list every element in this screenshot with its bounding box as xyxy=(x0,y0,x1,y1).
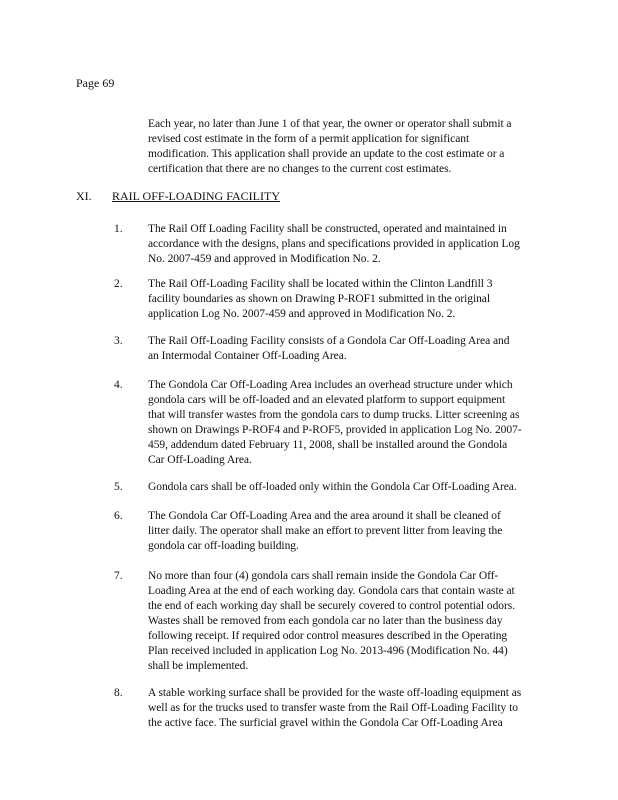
text-line: Plan received included in application Log No. 2013-496 (Modification No. 44) xyxy=(148,645,508,657)
text-line: The Gondola Car Off-Loading Area includes an overhead structure under which xyxy=(148,379,513,391)
item-text xyxy=(148,509,558,554)
text-line: facility boundaries as shown on Drawing P-ROF1 submitted in the original xyxy=(148,293,490,305)
section-number: XI. xyxy=(76,189,92,203)
text-line: the active face. The surficial gravel within the Gondola Car Off-Loading Area xyxy=(148,717,503,729)
text-line: shown on Drawings P-ROF4 and P-ROF5, provided in application Log No. 2007- xyxy=(148,424,522,436)
text-line: Gondola cars shall be off-loaded only within the Gondola Car Off-Loading Area. xyxy=(148,481,517,493)
text-line: application Log No. 2007-459 and approved in Modification No. 2. xyxy=(148,308,456,320)
item-number: 7. xyxy=(114,570,123,582)
section-title: RAIL OFF-LOADING FACILITY xyxy=(112,189,280,203)
text-line: gondola cars will be off-loaded and an elevated platform to support equipment xyxy=(148,394,506,406)
item-number: 1. xyxy=(114,223,123,235)
text-line: the end of each working day shall be securely covered to control potential odors. xyxy=(148,600,516,612)
item-number: 8. xyxy=(114,687,123,699)
item-number: 3. xyxy=(114,335,123,347)
text-line: The Rail Off-Loading Facility consists of a Gondola Car Off-Loading Area and xyxy=(148,335,510,347)
text-line: Wastes shall be removed from each gondola car no later than the business day xyxy=(148,615,503,627)
text-line: revised cost estimate in the form of a permit application for significant xyxy=(148,133,470,145)
text-line: that will transfer wastes from the gondola cars to dump trucks. Litter screening as xyxy=(148,409,520,421)
text-line: The Rail Off-Loading Facility shall be located within the Clinton Landfill 3 xyxy=(148,278,493,290)
section-heading xyxy=(76,189,376,205)
item-text xyxy=(148,334,558,364)
item-number: 6. xyxy=(114,510,123,522)
text-line: gondola car off-loading building. xyxy=(148,540,299,552)
item-text xyxy=(148,686,558,731)
text-line: The Rail Off Loading Facility shall be constructed, operated and maintained in xyxy=(148,223,507,235)
item-text xyxy=(148,480,558,495)
text-line: Loading Area at the end of each working day. Gondola cars that contain waste at xyxy=(148,585,515,597)
text-line: following receipt. If required odor control measures described in the Operating xyxy=(148,630,508,642)
text-line: The Gondola Car Off-Loading Area and the area around it shall be cleaned of xyxy=(148,510,501,522)
item-number: 4. xyxy=(114,379,123,391)
text-line: litter daily. The operator shall make an effort to prevent litter from leaving the xyxy=(148,525,503,537)
text-line: A stable working surface shall be provided for the waste off-loading equipment as xyxy=(148,687,522,699)
item-number: 5. xyxy=(114,481,123,493)
text-line: accordance with the designs, plans and specifications provided in application Log xyxy=(148,238,520,250)
item-text xyxy=(148,569,558,674)
text-line: an Intermodal Container Off-Loading Area. xyxy=(148,350,347,362)
text-line: well as for the trucks used to transfer waste from the Rail Off-Loading Facility to xyxy=(148,702,518,714)
text-line: modification. This application shall provide an update to the cost estimate or a xyxy=(148,148,505,160)
text-line: No. 2007-459 and approved in Modification No. 2. xyxy=(148,253,381,265)
item-number: 2. xyxy=(114,278,123,290)
intro-paragraph xyxy=(148,117,548,177)
text-line: certification that there are no changes to the current cost estimates. xyxy=(148,163,452,175)
item-text xyxy=(148,277,558,322)
text-line: shall be implemented. xyxy=(148,660,249,672)
item-text xyxy=(148,378,558,468)
text-line: 459, addendum dated February 11, 2008, shall be installed around the Gondola xyxy=(148,439,508,451)
text-line: No more than four (4) gondola cars shall remain inside the Gondola Car Off- xyxy=(148,570,499,582)
text-line: Car Off-Loading Area. xyxy=(148,454,252,466)
item-text xyxy=(148,222,558,267)
page-number: Page 69 xyxy=(76,76,115,90)
text-line: Each year, no later than June 1 of that year, the owner or operator shall submit a xyxy=(148,118,512,130)
